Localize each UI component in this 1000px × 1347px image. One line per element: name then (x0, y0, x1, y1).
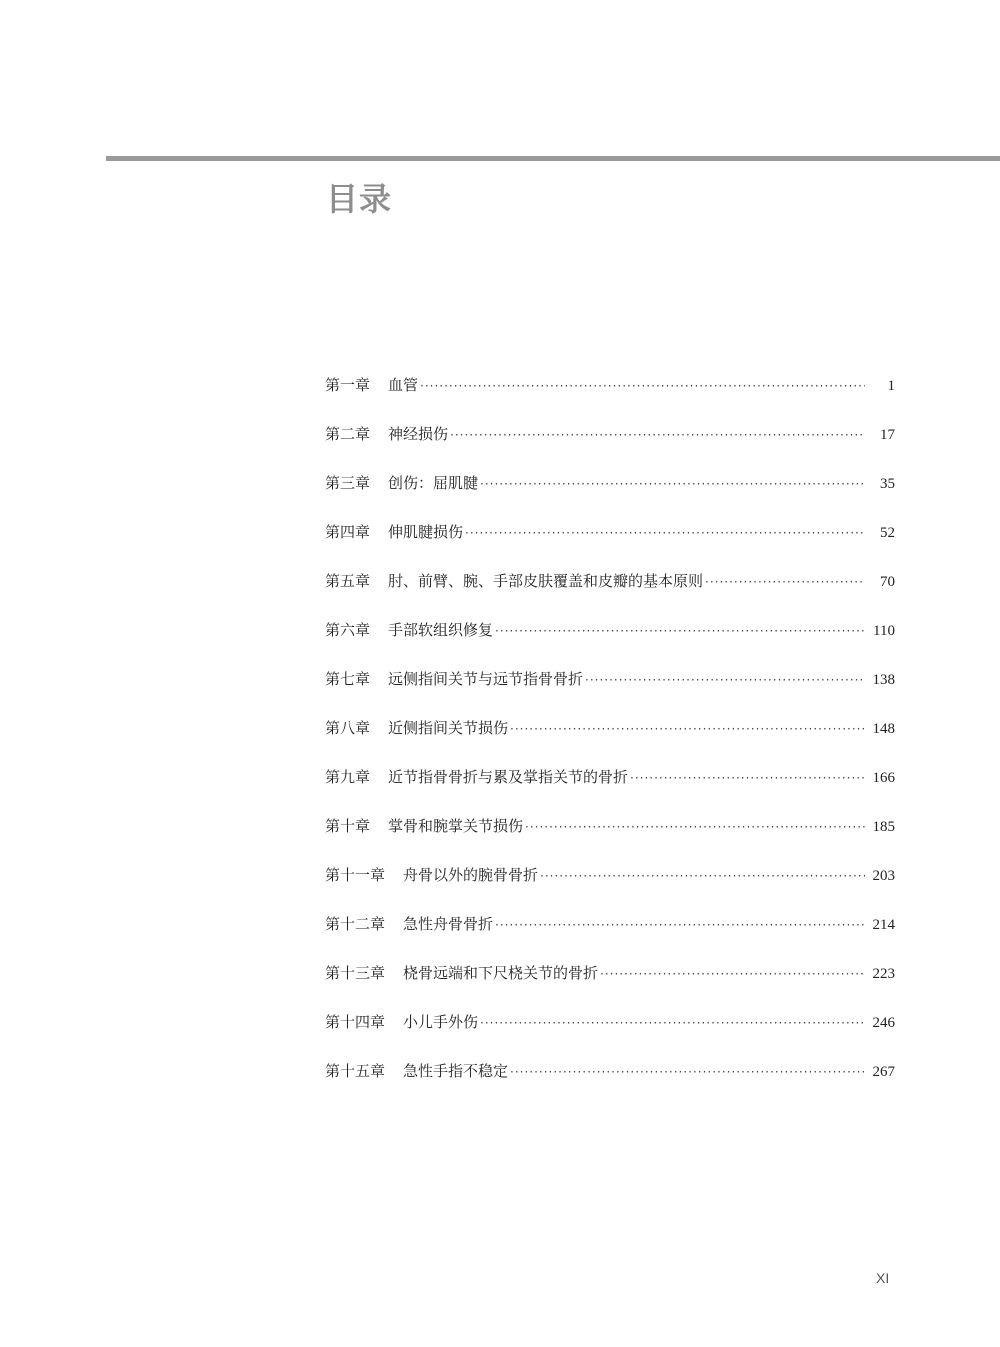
dot-leader (510, 1058, 865, 1086)
toc-entry[interactable] (325, 812, 895, 861)
page-number: 223 (872, 966, 895, 982)
chapter-title: 急性舟骨骨折 (403, 915, 494, 933)
chapter-title: 掌骨和腕掌关节损伤 (388, 817, 524, 835)
chapter-number: 第七章 (325, 670, 371, 688)
dot-leader (630, 764, 865, 792)
page-number: 110 (873, 623, 895, 639)
dot-leader (525, 813, 865, 841)
chapter-title: 伸肌腱损伤 (388, 523, 464, 541)
dot-leader (600, 960, 865, 988)
chapter-title: 近节指骨骨折与累及掌指关节的骨折 (388, 768, 629, 786)
chapter-number: 第六章 (325, 621, 371, 639)
chapter-title: 近侧指间关节损伤 (388, 719, 509, 737)
page-number: 185 (872, 819, 895, 835)
chapter-title: 肘、前臂、腕、手部皮肤覆盖和皮瓣的基本原则 (388, 572, 704, 590)
toc-entry[interactable] (325, 567, 895, 616)
chapter-number: 第一章 (325, 376, 371, 394)
chapter-number: 第十三章 (325, 964, 386, 982)
page-number: 203 (872, 868, 895, 884)
page-title: 目录 (326, 180, 393, 218)
chapter-title: 桡骨远端和下尺桡关节的骨折 (403, 964, 599, 982)
page-number: 166 (872, 770, 895, 786)
page-number: 148 (872, 721, 895, 737)
page-number: 246 (872, 1015, 895, 1031)
chapter-number: 第八章 (325, 719, 371, 737)
toc-entry[interactable] (325, 763, 895, 812)
page-number: 1 (887, 378, 895, 394)
toc-entry[interactable] (325, 910, 895, 959)
dot-leader (510, 715, 865, 743)
chapter-title: 神经损伤 (388, 425, 449, 443)
toc-entry[interactable] (325, 665, 895, 714)
dot-leader (495, 617, 865, 645)
toc-entry[interactable] (325, 616, 895, 665)
dot-leader (585, 666, 865, 694)
toc-entry[interactable] (325, 861, 895, 910)
dot-leader (540, 862, 865, 890)
toc-entry[interactable] (325, 1057, 895, 1106)
chapter-title: 血管 (388, 376, 419, 394)
chapter-number: 第十四章 (325, 1013, 386, 1031)
page-number: 52 (880, 525, 895, 541)
chapter-title: 创伤：屈肌腱 (388, 474, 479, 492)
chapter-title: 急性手指不稳定 (403, 1062, 509, 1080)
page-folio: XI (876, 1270, 890, 1286)
toc-entry[interactable] (325, 714, 895, 763)
toc-entry[interactable] (325, 420, 895, 469)
dot-leader (495, 911, 865, 939)
dot-leader (420, 372, 865, 400)
dot-leader (465, 519, 865, 547)
chapter-number: 第四章 (325, 523, 371, 541)
chapter-number: 第五章 (325, 572, 371, 590)
chapter-number: 第十二章 (325, 915, 386, 933)
toc-entry[interactable] (325, 371, 895, 420)
chapter-title: 舟骨以外的腕骨骨折 (403, 866, 539, 884)
page-number: 70 (880, 574, 895, 590)
dot-leader (480, 470, 865, 498)
dot-leader (450, 421, 865, 449)
page-number: 17 (880, 427, 895, 443)
page-number: 267 (872, 1064, 895, 1080)
header-rule (106, 156, 1000, 161)
page-number: 138 (872, 672, 895, 688)
dot-leader (480, 1009, 865, 1037)
chapter-number: 第十一章 (325, 866, 386, 884)
chapter-number: 第十五章 (325, 1062, 386, 1080)
page-number: 214 (872, 917, 895, 933)
chapter-title: 手部软组织修复 (388, 621, 494, 639)
page-number: 35 (880, 476, 895, 492)
chapter-number: 第三章 (325, 474, 371, 492)
toc-entry[interactable] (325, 959, 895, 1008)
chapter-number: 第九章 (325, 768, 371, 786)
chapter-number: 第二章 (325, 425, 371, 443)
table-of-contents (325, 371, 895, 1106)
dot-leader (705, 568, 865, 596)
chapter-title: 远侧指间关节与远节指骨骨折 (388, 670, 584, 688)
toc-entry[interactable] (325, 1008, 895, 1057)
chapter-number: 第十章 (325, 817, 371, 835)
toc-entry[interactable] (325, 469, 895, 518)
toc-entry[interactable] (325, 518, 895, 567)
chapter-title: 小儿手外伤 (403, 1013, 479, 1031)
